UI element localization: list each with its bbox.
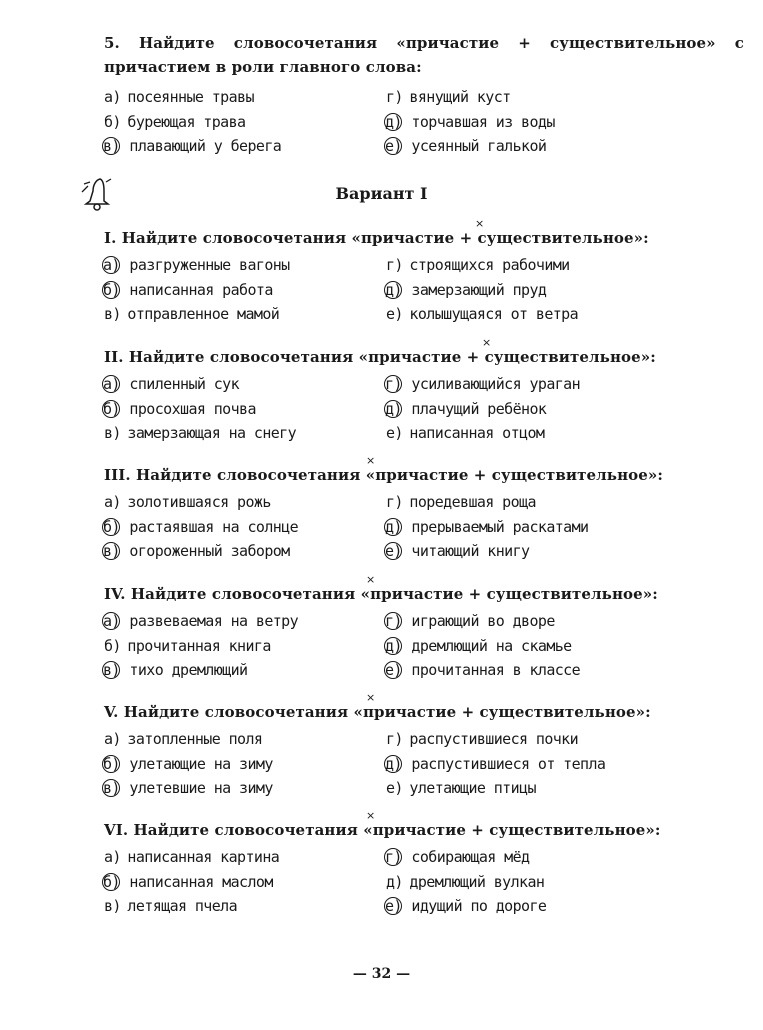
answer-option[interactable] <box>386 542 529 560</box>
option-text: прочитанная в классе <box>403 661 581 679</box>
answer-option[interactable] <box>386 779 536 797</box>
answer-option[interactable] <box>386 424 544 442</box>
option-text: плавающий у берега <box>121 137 282 155</box>
option-text: развеваемая на ветру <box>121 612 299 630</box>
option-text: отправленное мамой <box>119 305 280 323</box>
answer-option[interactable] <box>104 424 296 442</box>
option-text: замерзающий пруд <box>403 280 547 299</box>
option-text: торчавшая из воды <box>403 112 555 131</box>
option-text: разгруженные вагоны <box>121 256 290 274</box>
answer-option[interactable] <box>386 137 546 155</box>
answer-option[interactable] <box>386 375 580 393</box>
answer-option[interactable] <box>386 612 555 630</box>
section-title: VI. Найдите словосочетания «причастие + существительное»: <box>104 821 661 839</box>
option-text: замерзающая на снегу <box>119 424 297 442</box>
option-text: посеянные травы <box>119 88 254 106</box>
option-text: написанная маслом <box>121 872 273 891</box>
option-letter: б) <box>104 636 121 655</box>
stress-x-mark: × <box>475 217 485 230</box>
circled-option-letter: е) <box>385 137 402 155</box>
answer-option[interactable] <box>386 873 544 891</box>
circled-option-letter: б) <box>103 280 120 299</box>
option-letter: е) <box>386 779 403 797</box>
circled-option-letter: д) <box>385 517 402 536</box>
circled-option-letter: а) <box>103 256 120 274</box>
answer-option[interactable] <box>104 113 245 131</box>
answer-option[interactable] <box>104 281 273 299</box>
answer-option[interactable] <box>104 637 271 655</box>
stress-x-mark: × <box>366 809 376 822</box>
circled-option-letter: д) <box>385 636 402 655</box>
circled-option-letter: в) <box>103 137 120 155</box>
circled-option-letter: г) <box>385 375 402 393</box>
answer-option[interactable] <box>386 493 536 511</box>
option-letter: в) <box>104 897 121 915</box>
stress-x-mark: × <box>366 573 376 586</box>
option-letter: г) <box>386 88 403 106</box>
section-title: IV. Найдите словосочетания «причастие + существительное»: <box>104 585 658 603</box>
option-text: написанная картина <box>119 848 280 866</box>
circled-option-letter: в) <box>103 779 120 797</box>
answer-option[interactable] <box>104 305 279 323</box>
answer-option[interactable] <box>104 256 290 274</box>
page-number: — 32 — <box>352 966 411 982</box>
option-letter: а) <box>104 493 121 511</box>
option-text: дремлющий вулкан <box>401 872 545 891</box>
option-text: читающий книгу <box>403 542 530 560</box>
option-text: распустившиеся почки <box>401 730 579 748</box>
circled-option-letter: б) <box>103 754 120 773</box>
option-text: улетающие на зиму <box>121 754 273 773</box>
answer-option[interactable] <box>104 730 262 748</box>
circled-option-letter: е) <box>385 897 402 915</box>
option-text: улетевшие на зиму <box>121 779 273 797</box>
option-text: колышущаяся от ветра <box>401 305 579 323</box>
option-text: строящихся рабочими <box>401 256 570 274</box>
option-text: усиливающийся ураган <box>403 375 581 393</box>
circled-option-letter: е) <box>385 542 402 560</box>
answer-option[interactable] <box>104 400 256 418</box>
answer-option[interactable] <box>104 779 273 797</box>
circled-option-letter: д) <box>385 280 402 299</box>
answer-option[interactable] <box>386 400 546 418</box>
answer-option[interactable] <box>386 755 605 773</box>
option-text: летящая пчела <box>119 897 238 915</box>
section-title: I. Найдите словосочетания «причастие + существительное»: <box>104 229 649 247</box>
answer-option[interactable] <box>386 305 578 323</box>
answer-option[interactable] <box>386 88 511 106</box>
answer-option[interactable] <box>104 897 237 915</box>
circled-option-letter: в) <box>103 661 120 679</box>
circled-option-letter: б) <box>103 872 120 891</box>
option-text: распустившиеся от тепла <box>403 754 606 773</box>
option-text: собирающая мёд <box>403 848 530 866</box>
answer-option[interactable] <box>104 661 247 679</box>
answer-option[interactable] <box>386 281 546 299</box>
option-text: прерываемый раскатами <box>403 517 589 536</box>
circled-option-letter: д) <box>385 754 402 773</box>
circled-option-letter: а) <box>103 375 120 393</box>
answer-option[interactable] <box>104 755 273 773</box>
option-text: тихо дремлющий <box>121 661 248 679</box>
circled-option-letter: г) <box>385 848 402 866</box>
option-letter: е) <box>386 424 403 442</box>
answer-option[interactable] <box>386 113 555 131</box>
answer-option[interactable] <box>104 493 271 511</box>
option-letter: г) <box>386 256 403 274</box>
answer-option[interactable] <box>386 256 570 274</box>
option-letter: а) <box>104 88 121 106</box>
circled-option-letter: е) <box>385 661 402 679</box>
circled-option-letter: а) <box>103 612 120 630</box>
option-text: усеянный галькой <box>403 137 547 155</box>
option-text: затопленные поля <box>119 730 263 748</box>
answer-option[interactable] <box>104 375 239 393</box>
option-letter: а) <box>104 848 121 866</box>
option-letter: г) <box>386 730 403 748</box>
option-text: играющий во дворе <box>403 612 555 630</box>
option-text: плачущий ребёнок <box>403 399 547 418</box>
option-text: поредевшая роща <box>401 493 536 511</box>
answer-option[interactable] <box>104 542 290 560</box>
stress-x-mark: × <box>366 454 376 467</box>
stress-x-mark: × <box>482 336 492 349</box>
section-title: III. Найдите словосочетания «причастие + существительное»: <box>104 466 664 484</box>
answer-option[interactable] <box>104 88 254 106</box>
answer-option[interactable] <box>386 730 578 748</box>
answer-option[interactable] <box>386 897 546 915</box>
option-text: буреющая трава <box>119 112 246 131</box>
option-letter: е) <box>386 305 403 323</box>
option-letter: в) <box>104 305 121 323</box>
answer-option[interactable] <box>104 518 298 536</box>
option-text: улетающие птицы <box>401 779 536 797</box>
option-text: спиленный сук <box>121 375 240 393</box>
option-text: растаявшая на солнце <box>121 517 299 536</box>
option-text: огороженный забором <box>121 542 290 560</box>
option-text: прочитанная книга <box>119 636 271 655</box>
option-letter: в) <box>104 424 121 442</box>
section-title: II. Найдите словосочетания «причастие + существительное»: <box>104 348 656 366</box>
circled-option-letter: д) <box>385 399 402 418</box>
stress-x-mark: × <box>366 691 376 704</box>
option-text: вянущий куст <box>401 88 511 106</box>
answer-option[interactable] <box>104 612 298 630</box>
option-text: просохшая почва <box>121 399 256 418</box>
answer-option[interactable] <box>104 848 279 866</box>
variant-title: Вариант I <box>335 184 428 203</box>
answer-option[interactable] <box>104 137 281 155</box>
circled-option-letter: в) <box>103 542 120 560</box>
option-letter: б) <box>104 112 121 131</box>
option-letter: г) <box>386 493 403 511</box>
answer-option[interactable] <box>386 637 572 655</box>
option-text: золотившаяся рожь <box>119 493 271 511</box>
q5-title: 5. Найдите словосочетания «причастие + существительное» с причастием в роли главного слова: <box>104 34 744 76</box>
option-text: дремлющий на скамье <box>403 636 572 655</box>
option-text: идущий по дороге <box>403 897 547 915</box>
answer-option[interactable] <box>386 661 580 679</box>
section-title: V. Найдите словосочетания «причастие + существительное»: <box>104 703 651 721</box>
option-text: написанная работа <box>121 280 273 299</box>
circled-option-letter: д) <box>385 112 402 131</box>
option-letter: а) <box>104 730 121 748</box>
circled-option-letter: б) <box>103 399 120 418</box>
option-text: написанная отцом <box>401 424 545 442</box>
answer-option[interactable] <box>386 518 588 536</box>
option-letter: д) <box>386 872 403 891</box>
answer-option[interactable] <box>386 848 529 866</box>
answer-option[interactable] <box>104 873 273 891</box>
circled-option-letter: б) <box>103 517 120 536</box>
circled-option-letter: г) <box>385 612 402 630</box>
